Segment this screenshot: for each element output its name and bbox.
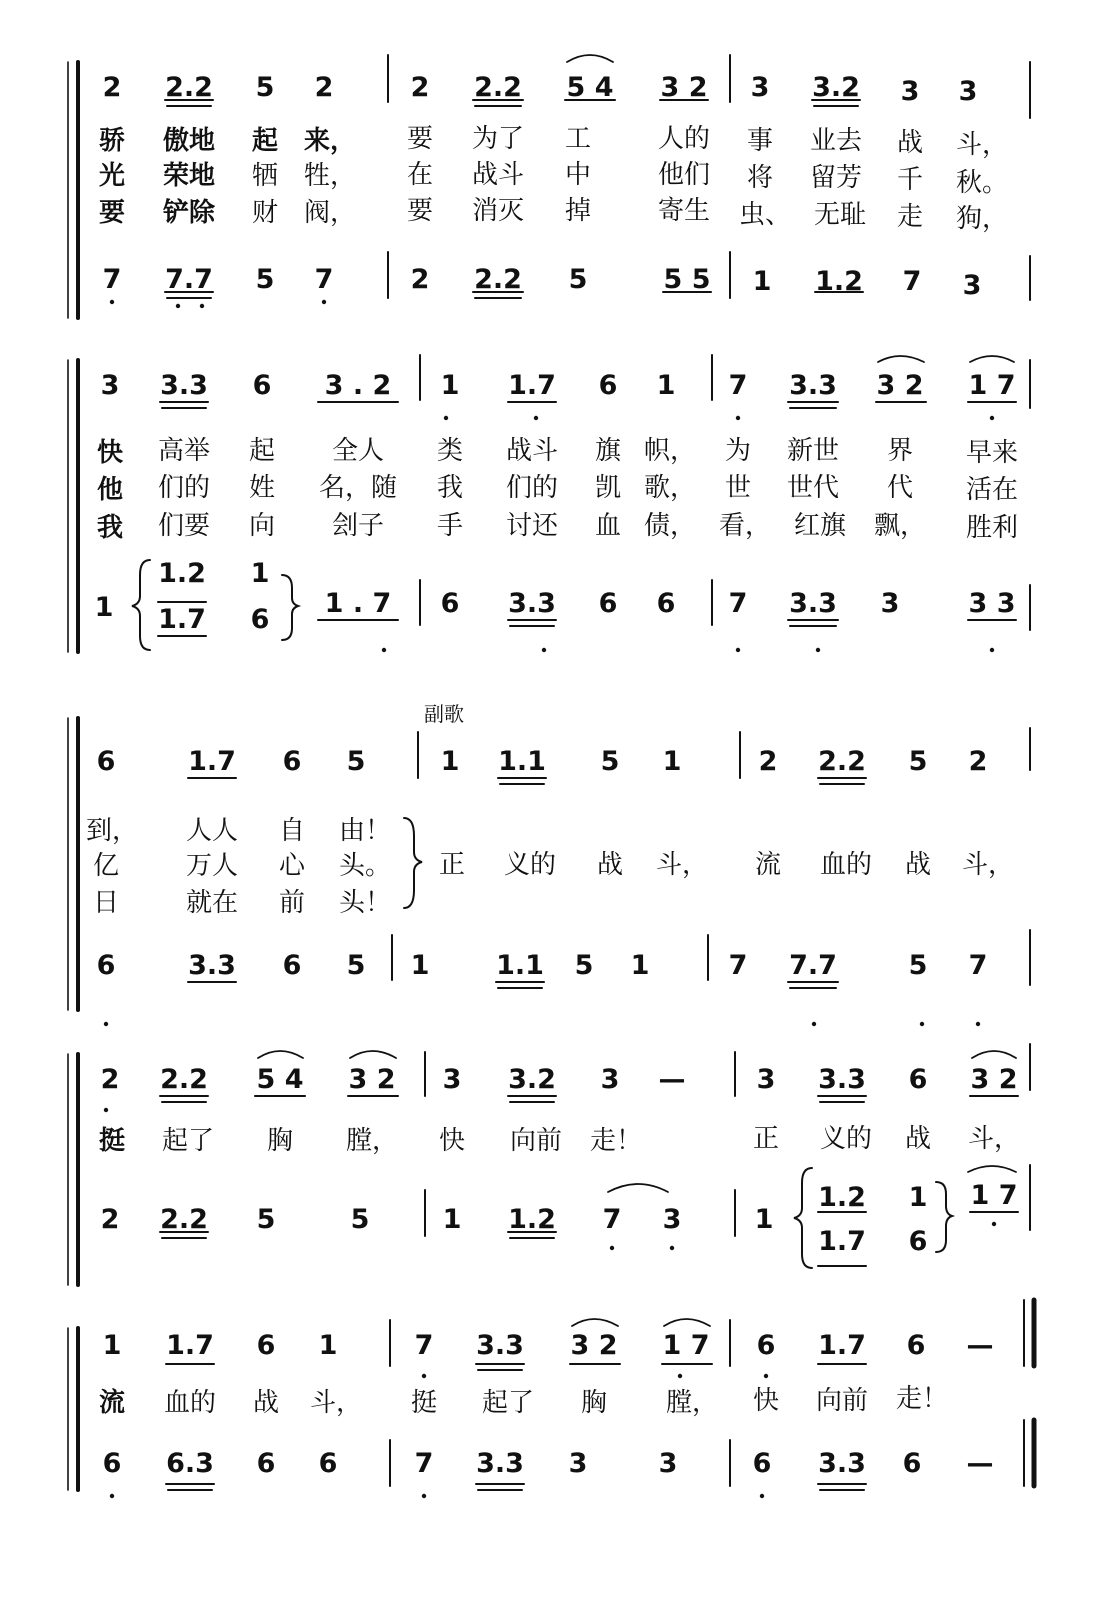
note: 2 [314, 72, 334, 103]
octave-dot [322, 300, 326, 304]
lyric: 帜， [643, 436, 697, 466]
lyric: 债， [643, 511, 697, 541]
octave-dot [764, 1374, 768, 1378]
note: 3 [568, 1448, 588, 1479]
lyric: 战 [904, 1124, 932, 1154]
lyric: 心 [278, 851, 306, 881]
note: 5 [255, 264, 275, 295]
lyric: 们的 [505, 473, 559, 503]
divisi-note-lower: 1.7 [158, 604, 206, 635]
refrain-lyric: 战 [904, 850, 932, 880]
note: 7 [102, 264, 122, 295]
note: 1 [754, 1204, 774, 1235]
note: 6 [256, 1330, 276, 1361]
note: 6 [906, 1330, 926, 1361]
note: 2 [100, 1204, 120, 1235]
note: 3 3 [968, 588, 1016, 619]
note: 3 . 2 [324, 370, 392, 401]
lyric: 血 [594, 511, 622, 541]
note: 5 [346, 746, 366, 777]
note: 2 [410, 264, 430, 295]
octave-dot [444, 416, 448, 420]
divisi-note-lower: 6 [250, 604, 270, 635]
note: 1 [656, 370, 676, 401]
lyric: 们的 [157, 473, 211, 503]
lyric: 凯 [594, 473, 622, 503]
octave-dot [104, 1022, 108, 1026]
lyric: 消灭 [471, 196, 525, 226]
octave-dot [110, 300, 114, 304]
note: 6 [440, 588, 460, 619]
note: 5 [600, 746, 620, 777]
lyric: 斗， [955, 130, 1009, 160]
note: 2.2 [160, 1064, 208, 1095]
note: 1.2 [508, 1204, 556, 1235]
note: 7 [314, 264, 334, 295]
note: 1.2 [815, 266, 863, 297]
lyric: 名，随 [318, 473, 398, 503]
lyric: 胸 [580, 1388, 608, 1418]
lyric: 就在 [185, 888, 239, 918]
note: 2.2 [474, 264, 522, 295]
divisi-note-upper: 1 [908, 1182, 928, 1213]
lyric: 手 [436, 511, 464, 541]
refrain-lyric: 流 [754, 850, 782, 880]
lyric: 类 [436, 436, 464, 466]
note: 6 [282, 746, 302, 777]
note: 6 [318, 1448, 338, 1479]
lyric: 世代 [786, 473, 840, 503]
note: 6 [752, 1448, 772, 1479]
note: 6 [908, 1064, 928, 1095]
lyric: 虫、 [738, 200, 792, 230]
divisi-note-lower: 1.7 [818, 1226, 866, 1257]
note: 1 [442, 1204, 462, 1235]
note: 2 [102, 72, 122, 103]
refrain-lyric: 血的 [819, 850, 873, 880]
lyric: 前 [278, 888, 306, 918]
lyric: 胜利 [965, 513, 1019, 543]
lyric: 荣地 [162, 161, 216, 191]
note: 3.3 [476, 1448, 524, 1479]
lyric: 傲地 [162, 126, 216, 156]
lyric: 正 [752, 1124, 780, 1154]
note: 3 2 [876, 370, 924, 401]
note: 2.2 [160, 1204, 208, 1235]
note: 7 [968, 950, 988, 981]
octave-dot [610, 1246, 614, 1250]
note: 3 2 [970, 1064, 1018, 1095]
lyric: 走！ [895, 1384, 949, 1414]
octave-dot [670, 1246, 674, 1250]
octave-dot [760, 1494, 764, 1498]
divisi-note-lower: 6 [908, 1226, 928, 1257]
note: 3.3 [818, 1448, 866, 1479]
note: 7 [602, 1204, 622, 1235]
note: 3 [900, 76, 920, 107]
lyric: 由！ [338, 816, 392, 846]
note: 3 2 [660, 72, 708, 103]
lyric: 义的 [819, 1124, 873, 1154]
lyric: 他们 [657, 160, 711, 190]
note: 3 [756, 1064, 776, 1095]
lyric: 向前 [509, 1126, 563, 1156]
lyric: 走！ [589, 1126, 643, 1156]
note: 5 [908, 950, 928, 981]
lyric: 为 [724, 436, 752, 466]
note: 3 [442, 1064, 462, 1095]
note: 2.2 [474, 72, 522, 103]
note: — [966, 1448, 994, 1479]
octave-dot [976, 1022, 980, 1026]
refrain-lyric: 战 [596, 850, 624, 880]
lyric: 将 [746, 163, 774, 193]
lyric: 起 [248, 436, 276, 466]
lyric: 挺 [410, 1388, 438, 1418]
lyric: 头！ [338, 888, 392, 918]
lyric: 膛， [665, 1388, 719, 1418]
note: 3 2 [570, 1330, 618, 1361]
note: 5 4 [566, 72, 614, 103]
lyric: 到， [85, 816, 139, 846]
note: 7 [728, 588, 748, 619]
note: 5 [346, 950, 366, 981]
lyric: 在 [406, 160, 434, 190]
lyric: 新世 [786, 436, 840, 466]
octave-dot [812, 1022, 816, 1026]
note: 6 [96, 746, 116, 777]
lyric: 看， [718, 511, 772, 541]
lyric: 血的 [163, 1388, 217, 1418]
octave-dot [104, 1108, 108, 1112]
note: 3 [880, 588, 900, 619]
octave-dot [816, 648, 820, 652]
note: 1 [94, 592, 114, 623]
note: 3.2 [812, 72, 860, 103]
note: 6 [598, 588, 618, 619]
lyric: 人的 [657, 124, 711, 154]
note: 1 [440, 370, 460, 401]
note: 3 [100, 370, 120, 401]
note: 5 [256, 1204, 276, 1235]
lyric: 世 [724, 473, 752, 503]
refrain-lyric: 斗， [961, 850, 1015, 880]
note: 5 4 [256, 1064, 304, 1095]
lyric: 挺 [98, 1126, 126, 1156]
lyric: 斗， [309, 1388, 363, 1418]
note: 7 [414, 1330, 434, 1361]
note: 1 [440, 746, 460, 777]
lyric: 快 [96, 438, 124, 468]
lyric: 快 [752, 1386, 780, 1416]
refrain-lyric: 义的 [503, 850, 557, 880]
lyric: 为了 [471, 124, 525, 154]
octave-dot [110, 1494, 114, 1498]
note: 5 [908, 746, 928, 777]
lyric: 走 [896, 202, 924, 232]
note: 6.3 [166, 1448, 214, 1479]
note: 2.2 [165, 72, 213, 103]
note: 1 . 7 [324, 588, 392, 619]
note: 7 [902, 266, 922, 297]
octave-dot [990, 648, 994, 652]
octave-dot [678, 1374, 682, 1378]
lyric: 他 [96, 475, 124, 505]
lyric: 光 [98, 161, 126, 191]
lyric: 活在 [965, 475, 1019, 505]
lyric: 向前 [815, 1386, 869, 1416]
lyric: 起了 [481, 1388, 535, 1418]
note: 6 [656, 588, 676, 619]
octave-dot [422, 1374, 426, 1378]
lyric: 万人 [185, 851, 239, 881]
lyric: 我 [96, 513, 124, 543]
note: 3 [658, 1448, 678, 1479]
lyric: 刽子 [331, 511, 385, 541]
lyric: 战 [252, 1388, 280, 1418]
octave-dot [542, 648, 546, 652]
lyric: 要 [406, 196, 434, 226]
note: 5 [568, 264, 588, 295]
note: 6 [256, 1448, 276, 1479]
lyric: 起了 [161, 1126, 215, 1156]
lyric: 业去 [809, 126, 863, 156]
octave-dot [990, 416, 994, 420]
note: 1 [630, 950, 650, 981]
note: 2 [758, 746, 778, 777]
note: 3.3 [818, 1064, 866, 1095]
note: 3 [962, 270, 982, 301]
lyric: 寄生 [657, 196, 711, 226]
octave-dot [992, 1222, 996, 1226]
lyric: 铲除 [162, 198, 216, 228]
octave-dot [534, 416, 538, 420]
lyric: 讨还 [505, 511, 559, 541]
octave-dot [200, 304, 204, 308]
note: 1 [102, 1330, 122, 1361]
lyric: 中 [564, 160, 592, 190]
octave-dot [736, 648, 740, 652]
note: 3 2 [348, 1064, 396, 1095]
lyric: 自 [278, 816, 306, 846]
lyric: 向 [248, 511, 276, 541]
lyric: 事 [746, 126, 774, 156]
lyric: 胸 [266, 1126, 294, 1156]
lyric: 战斗 [505, 436, 559, 466]
note: 3.3 [476, 1330, 524, 1361]
section-label: 副歌 [424, 702, 464, 726]
lyric: 代 [886, 473, 914, 503]
note: 1 [410, 950, 430, 981]
note: — [966, 1330, 994, 1361]
lyric: 牺 [251, 161, 279, 191]
note: 3.3 [188, 950, 236, 981]
note: 3.3 [508, 588, 556, 619]
note: 1 [662, 746, 682, 777]
lyric: 千 [896, 165, 924, 195]
lyric: 高举 [157, 436, 211, 466]
lyric: 飘， [873, 511, 927, 541]
divisi-note-upper: 1 [250, 558, 270, 589]
note: 7 [414, 1448, 434, 1479]
lyric: 红旗 [793, 511, 847, 541]
lyric: 们要 [157, 511, 211, 541]
lyric: 阀， [303, 198, 357, 228]
lyric: 姓 [248, 473, 276, 503]
lyric: 膛， [345, 1126, 399, 1156]
note: 7 [728, 370, 748, 401]
lyric: 牲， [303, 161, 357, 191]
lyric: 人人 [185, 816, 239, 846]
lyric: 工 [564, 124, 592, 154]
octave-dot [382, 648, 386, 652]
note: 7 [728, 950, 748, 981]
note: 2 [410, 72, 430, 103]
lyric: 旗 [594, 436, 622, 466]
lyric: 狗， [955, 204, 1009, 234]
octave-dot [176, 304, 180, 308]
note: 3.3 [160, 370, 208, 401]
note: 5 [350, 1204, 370, 1235]
octave-dot [736, 416, 740, 420]
note: 1 7 [970, 1180, 1018, 1211]
lyric: 全人 [331, 436, 385, 466]
lyric: 我 [436, 473, 464, 503]
lyric: 日 [92, 888, 120, 918]
note: 6 [96, 950, 116, 981]
lyric: 要 [98, 198, 126, 228]
note: 1.7 [188, 746, 236, 777]
note: 3 [750, 72, 770, 103]
lyric: 要 [406, 124, 434, 154]
note: 6 [252, 370, 272, 401]
lyric: 斗， [967, 1124, 1021, 1154]
note: 3 [958, 76, 978, 107]
note: 3.3 [789, 588, 837, 619]
note: 1.1 [498, 746, 546, 777]
lyric: 财 [251, 198, 279, 228]
lyric: 无耻 [813, 200, 867, 230]
note: 3.2 [508, 1064, 556, 1095]
lyric: 战 [896, 128, 924, 158]
octave-dot [422, 1494, 426, 1498]
note: 6 [756, 1330, 776, 1361]
refrain-lyric: 斗， [655, 850, 709, 880]
lyric: 早来 [965, 438, 1019, 468]
note: 1 [318, 1330, 338, 1361]
note: 2 [100, 1064, 120, 1095]
lyric: 亿 [92, 851, 120, 881]
lyric: 界 [886, 436, 914, 466]
note: 1.7 [166, 1330, 214, 1361]
divisi-note-upper: 1.2 [818, 1182, 866, 1213]
note: 2.2 [818, 746, 866, 777]
lyric: 掉 [564, 196, 592, 226]
note: 1.1 [496, 950, 544, 981]
lyric: 起 [251, 126, 279, 156]
note: 6 [598, 370, 618, 401]
note: 2 [968, 746, 988, 777]
note: 5 5 [663, 264, 711, 295]
note: 6 [902, 1448, 922, 1479]
lyric: 快 [438, 1126, 466, 1156]
lyric: 战斗 [471, 160, 525, 190]
note: 7.7 [165, 264, 213, 295]
note: 1 7 [968, 370, 1016, 401]
note: 6 [102, 1448, 122, 1479]
note: 5 [574, 950, 594, 981]
lyric: 留芳 [809, 163, 863, 193]
lyric: 秋。 [955, 168, 1009, 198]
lyric: 歌， [643, 473, 697, 503]
refrain-lyric: 正 [438, 850, 466, 880]
note: 3.3 [789, 370, 837, 401]
lyric: 头。 [338, 851, 392, 881]
divisi-note-upper: 1.2 [158, 558, 206, 589]
lyric: 来， [303, 126, 357, 156]
note: 1.7 [508, 370, 556, 401]
lyric: 流 [98, 1388, 126, 1418]
note: 7.7 [789, 950, 837, 981]
note: 5 [255, 72, 275, 103]
octave-dot [920, 1022, 924, 1026]
lyric: 骄 [98, 126, 126, 156]
note: 1 [752, 266, 772, 297]
note: 3 [600, 1064, 620, 1095]
note: — [658, 1064, 686, 1095]
note: 1 7 [662, 1330, 710, 1361]
note: 3 [662, 1204, 682, 1235]
note: 1.7 [818, 1330, 866, 1361]
note: 6 [282, 950, 302, 981]
